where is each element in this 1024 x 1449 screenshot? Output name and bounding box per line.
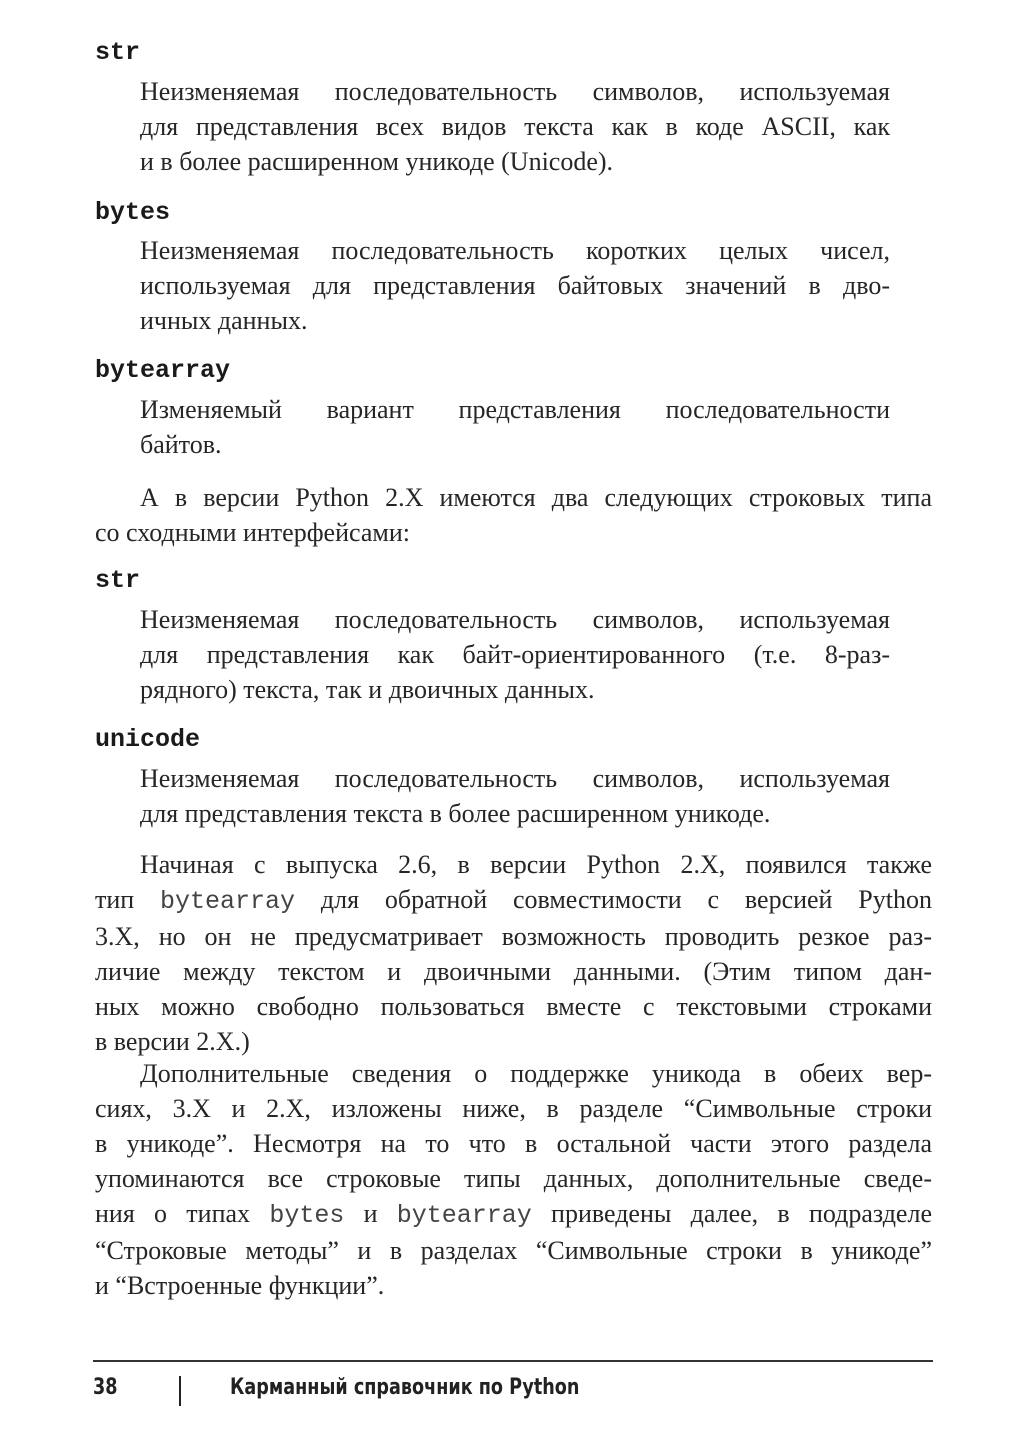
definition-line: Неизменяемая последовательность коротких целых чисел,	[140, 236, 890, 265]
definition-line: Неизменяемая последовательность символов, используемая	[140, 77, 890, 106]
paragraph-bytearray-py26	[95, 847, 932, 1059]
text-fragment: и	[344, 1199, 397, 1228]
paragraph-line: “Строковые методы” и в разделах “Символьные строки в уникоде”	[95, 1236, 932, 1265]
paragraph-line	[95, 882, 932, 919]
paragraph-line: ных можно свободно пользоваться вместе с текстовыми строками	[95, 992, 932, 1021]
definition-str-py3	[140, 74, 890, 179]
definition-line: Изменяемый вариант представления последовательности	[140, 395, 890, 424]
footer-separator	[179, 1376, 181, 1406]
definition-line: Неизменяемая последовательность символов, используемая	[140, 605, 890, 634]
paragraph-line: в версии 2.X.)	[95, 1027, 250, 1056]
definition-line: для представления текста в более расширенном уникоде.	[140, 799, 771, 828]
definition-line: рядного) текста, так и двоичных данных.	[140, 675, 595, 704]
paragraph-line: личие между текстом и двоичными данными. (Этим типом дан-	[95, 957, 932, 986]
paragraph-line	[95, 1196, 932, 1233]
definition-bytearray	[140, 392, 890, 462]
definition-line: и в более расширенном уникоде (Unicode).	[140, 147, 614, 176]
text-fragment: для обратной совместимости с версией Python	[295, 885, 932, 914]
paragraph-line: и “Встроенные функции”.	[95, 1271, 385, 1300]
term-str-py2: str	[95, 566, 141, 595]
definition-line: используемая для представления байтовых значений в дво-	[140, 271, 890, 300]
paragraph-line: в уникоде”. Несмотря на то что в остальной части этого раздела	[95, 1129, 932, 1158]
paragraph-line: упоминаются все строковые типы данных, дополнительные сведе-	[95, 1164, 932, 1193]
page-number: 38	[93, 1375, 118, 1400]
definition-line: для представления как байт-ориентированного (т.е. 8-раз-	[140, 640, 890, 669]
paragraph-line: А в версии Python 2.X имеются два следующих строковых типа	[140, 483, 932, 512]
paragraph-line: со сходными интерфейсами:	[95, 518, 410, 547]
definition-line: для представления всех видов текста как в коде ASCII, как	[140, 112, 890, 141]
definition-unicode	[140, 761, 890, 831]
term-unicode: unicode	[95, 725, 201, 754]
definition-str-py2	[140, 602, 890, 707]
paragraph-line: 3.X, но он не предусматривает возможность проводить резкое раз-	[95, 922, 932, 951]
definition-line: Неизменяемая последовательность символов, используемая	[140, 764, 890, 793]
term-bytes: bytes	[95, 198, 171, 227]
text-fragment: приведены далее, в подразделе	[531, 1199, 932, 1228]
term-bytearray: bytearray	[95, 356, 231, 385]
inline-code-bytearray: bytearray	[396, 1201, 532, 1230]
paragraph-line: Начиная с выпуска 2.6, в версии Python 2.X, появился также	[140, 850, 932, 879]
paragraph-py2-intro	[95, 480, 932, 550]
footer-divider	[93, 1360, 933, 1362]
paragraph-line: Дополнительные сведения о поддержке уникода в обеих вер-	[140, 1059, 932, 1088]
definition-line: ичных данных.	[140, 306, 308, 335]
paragraph-line: сиях, 3.X и 2.X, изложены ниже, в разделе “Символьные строки	[95, 1094, 932, 1123]
text-fragment: тип	[95, 885, 161, 914]
paragraph-more-info	[95, 1056, 932, 1303]
inline-code-bytes: bytes	[269, 1201, 345, 1230]
definition-line: байтов.	[140, 430, 222, 459]
term-str-py3: str	[95, 38, 141, 67]
book-title: Карманный справочник по Python	[230, 1375, 580, 1400]
inline-code-bytearray: bytearray	[160, 887, 296, 916]
text-fragment: ния о типах	[95, 1199, 270, 1228]
definition-bytes	[140, 233, 890, 338]
